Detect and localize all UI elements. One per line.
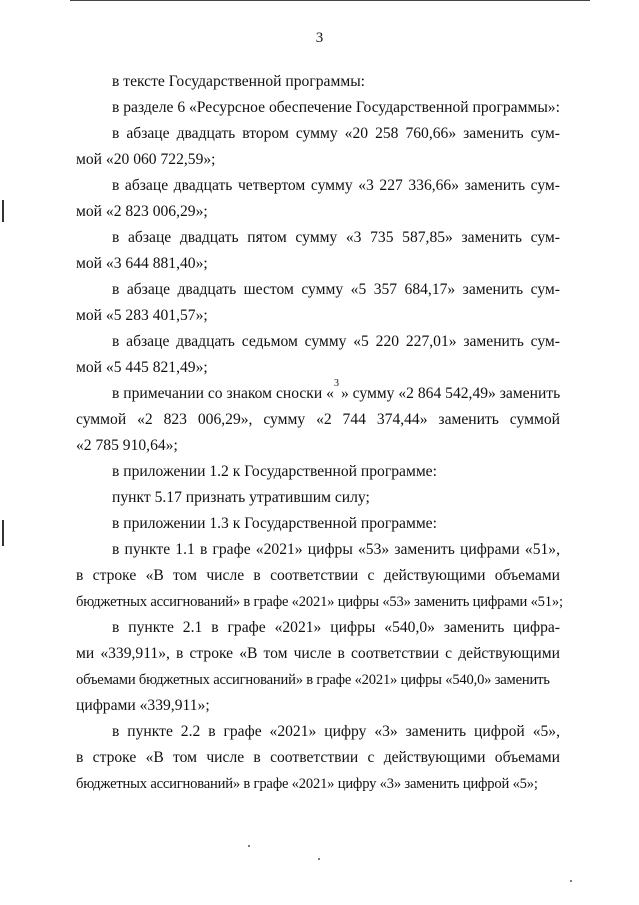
top-scan-edge (70, 0, 590, 1)
page-number: 3 (315, 30, 324, 46)
text-line: бюджетных ассигнований» в графе «2021» цифру «3» заменить цифрой «5»; (76, 776, 538, 792)
text-line: «2 785 910,64»; (76, 437, 178, 454)
text-line: в тексте Государственной программы: (112, 73, 366, 90)
scan-mark (2, 200, 4, 222)
text-line: в строке «В том числе в соответствии с действующими объемами (76, 567, 560, 584)
footnote-mark: 3 (333, 378, 339, 389)
text-line: бюджетных ассигнований» в графе «2021» цифры «53» заменить цифрами «51»; (76, 594, 563, 610)
text-line: пункт 5.17 признать утратившим силу; (112, 489, 370, 506)
text-line: ми «339,911», в строке «В том числе в соответствии с действующими (76, 645, 560, 662)
text-line: мой «5 283 401,57»; (76, 307, 208, 324)
footnote-line (112, 378, 561, 404)
text-line: в пункте 1.1 в графе «2021» цифры «53» заменить цифрами «51», (112, 541, 560, 558)
text-line: в пункте 2.1 в графе «2021» цифры «540,0» заменить цифра- (112, 619, 560, 636)
scan-speck (248, 845, 250, 847)
scan-speck (570, 880, 572, 882)
text-line: в абзаце двадцать пятом сумму «3 735 587,85» заменить сум- (112, 229, 560, 246)
text-line: в разделе 6 «Ресурсное обеспечение Государственной программы»: (112, 99, 560, 116)
text-line: в абзаце двадцать шестом сумму «5 357 684,17» заменить сум- (112, 281, 560, 298)
scan-mark (2, 520, 4, 546)
text-line: в абзаце двадцать втором сумму «20 258 760,66» заменить сум- (112, 125, 560, 142)
text-line: объемами бюджетных ассигнований» в графе «2021» цифры «540,0» заменить (76, 672, 550, 688)
text-line: мой «2 823 006,29»; (76, 203, 208, 220)
text-line: в приложении 1.3 к Государственной программе: (112, 515, 437, 532)
text-line: в строке «В том числе в соответствии с действующими объемами (76, 749, 560, 766)
text-line: цифрами «339,911»; (76, 697, 210, 714)
text-line: в абзаце двадцать седьмом сумму «5 220 227,01» заменить сум- (112, 333, 560, 350)
text-line: суммой «2 823 006,29», сумму «2 744 374,44» заменить суммой (76, 411, 560, 428)
scan-speck (318, 858, 320, 860)
text-line: в абзаце двадцать четвертом сумму «3 227 336,66» заменить сум- (112, 177, 560, 194)
text-fragment: » сумму «2 864 542,49» заменить (340, 385, 561, 402)
text-line: мой «5 445 821,49»; (76, 359, 208, 376)
text-line: мой «3 644 881,40»; (76, 255, 208, 272)
text-line: мой «20 060 722,59»; (76, 151, 216, 168)
text-fragment: в примечании со знаком сноски « (112, 385, 334, 402)
text-line: в пункте 2.2 в графе «2021» цифру «3» заменить цифрой «5», (112, 723, 560, 740)
text-line: в приложении 1.2 к Государственной программе: (112, 463, 437, 480)
